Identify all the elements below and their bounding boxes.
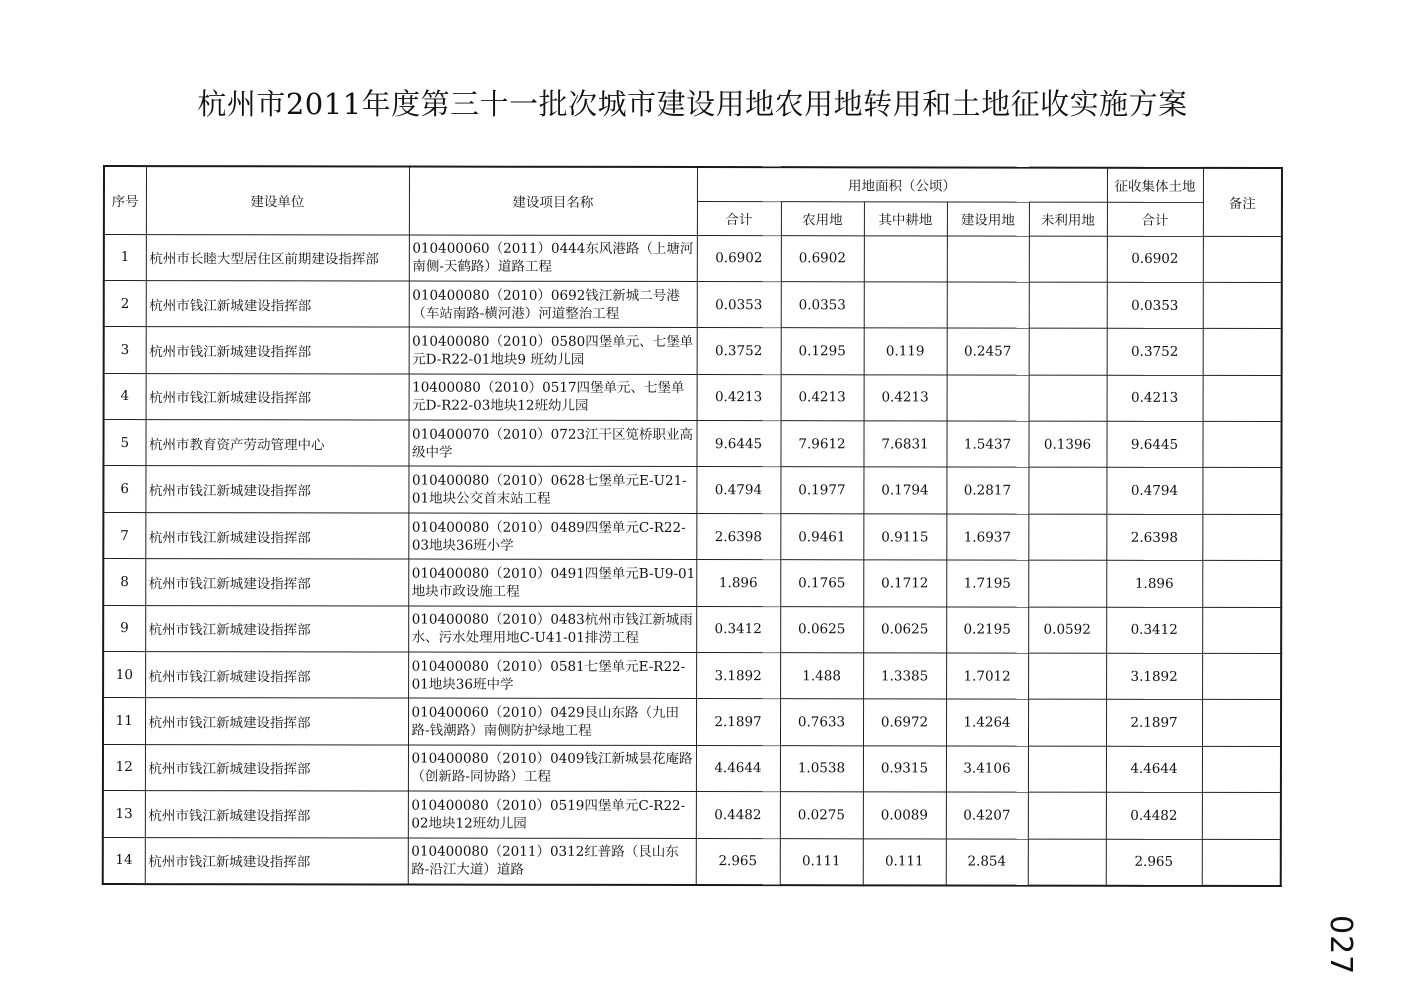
table-row — [103, 512, 1281, 560]
cell-collect: 4.4644 — [1106, 746, 1202, 793]
header-project: 建设项目名称 — [409, 167, 697, 236]
cell-project: 10400080（2010）0517四堡单元、七堡单元D-R22-03地块12班幼儿园 — [409, 374, 697, 421]
table-body — [103, 234, 1282, 886]
cell-total: 2.965 — [696, 838, 780, 885]
cell-project: 010400080（2010）0692钱江新城二号港（车站南路-横河港）河道整治工程 — [409, 281, 697, 328]
cell-project: 010400080（2010）0628七堡单元E-U21-01地块公交首末站工程 — [408, 466, 696, 513]
cell-seq: 12 — [103, 744, 145, 790]
cell-farmland: 0.1712 — [863, 560, 946, 607]
cell-collect: 0.6902 — [1107, 236, 1203, 283]
cell-seq: 14 — [103, 837, 145, 884]
cell-agri: 0.1765 — [780, 560, 863, 607]
header-area-group: 用地面积（公顷） — [697, 167, 1107, 202]
cell-unused — [1028, 653, 1106, 700]
cell-total: 4.4644 — [696, 745, 780, 792]
cell-unit: 杭州市钱江新城建设指挥部 — [146, 280, 409, 327]
cell-project: 010400080（2010）0581七堡单元E-R22-01地块36班中学 — [408, 652, 696, 699]
table-row — [103, 420, 1281, 468]
cell-total: 0.6902 — [697, 235, 781, 282]
cell-unused — [1028, 746, 1106, 793]
table-row — [103, 605, 1281, 653]
cell-construction: 0.2195 — [946, 607, 1028, 654]
cell-agri: 0.6902 — [781, 235, 864, 282]
cell-farmland: 7.6831 — [863, 421, 946, 468]
cell-project: 010400080（2010）0483杭州市钱江新城雨水、污水处理用地C-U41-01排涝工程 — [408, 606, 696, 653]
land-requisition-table — [102, 165, 1283, 887]
cell-remark — [1202, 514, 1281, 561]
table-row — [103, 466, 1281, 514]
cell-farmland: 0.0089 — [863, 792, 946, 839]
cell-seq: 7 — [103, 512, 145, 558]
header-seq: 序号 — [104, 166, 146, 234]
header-collect-group: 征收集体土地 — [1107, 168, 1203, 202]
cell-construction: 3.4106 — [946, 746, 1028, 793]
cell-construction — [947, 282, 1029, 329]
cell-farmland: 0.4213 — [864, 374, 947, 421]
cell-total: 2.1897 — [696, 699, 780, 746]
table-row — [104, 234, 1282, 282]
cell-construction — [947, 375, 1029, 422]
cell-farmland: 0.119 — [864, 328, 947, 375]
table-row — [104, 327, 1282, 375]
cell-remark — [1202, 468, 1281, 515]
cell-project: 010400080（2010）0491四堡单元B-U9-01地块市政设施工程 — [408, 559, 696, 606]
cell-unused — [1029, 236, 1107, 283]
cell-seq: 13 — [103, 791, 145, 837]
cell-construction: 0.2817 — [946, 467, 1028, 514]
cell-unused — [1028, 560, 1106, 607]
cell-remark — [1203, 282, 1282, 329]
header-farmland: 其中耕地 — [864, 201, 947, 235]
cell-unused: 0.1396 — [1028, 421, 1106, 468]
cell-collect: 1.896 — [1106, 560, 1202, 607]
cell-construction: 1.7012 — [946, 653, 1028, 700]
cell-remark — [1202, 793, 1281, 840]
cell-total: 3.1892 — [696, 653, 780, 700]
cell-unit: 杭州市钱江新城建设指挥部 — [145, 605, 408, 652]
page-number: 027 — [1323, 915, 1358, 976]
cell-farmland — [864, 282, 947, 329]
cell-unit: 杭州市钱江新城建设指挥部 — [145, 744, 408, 791]
cell-farmland: 0.0625 — [863, 606, 946, 653]
cell-unit: 杭州市钱江新城建设指挥部 — [145, 837, 408, 884]
cell-unit: 杭州市钱江新城建设指挥部 — [146, 327, 409, 374]
cell-seq: 9 — [103, 605, 145, 651]
cell-construction: 1.7195 — [946, 560, 1028, 607]
cell-seq: 5 — [103, 420, 145, 466]
cell-agri: 0.1977 — [780, 467, 863, 514]
cell-remark — [1202, 607, 1281, 654]
cell-agri: 0.9461 — [780, 514, 863, 561]
cell-unused — [1028, 700, 1106, 747]
cell-farmland: 0.9115 — [863, 514, 946, 561]
cell-agri: 0.111 — [780, 838, 863, 885]
header-collect-total: 合计 — [1107, 202, 1203, 236]
cell-agri: 0.1295 — [781, 328, 864, 375]
cell-agri: 0.0353 — [781, 282, 864, 329]
cell-construction: 0.4207 — [946, 792, 1028, 839]
cell-collect: 2.965 — [1106, 839, 1202, 886]
cell-remark — [1203, 375, 1282, 422]
cell-seq: 2 — [104, 280, 146, 326]
cell-unit: 杭州市钱江新城建设指挥部 — [145, 698, 408, 745]
cell-remark — [1203, 236, 1282, 283]
cell-farmland: 0.111 — [863, 838, 946, 885]
cell-agri: 1.0538 — [780, 745, 863, 792]
cell-seq: 1 — [104, 234, 146, 280]
table-row — [103, 791, 1281, 839]
cell-unit: 杭州市钱江新城建设指挥部 — [146, 373, 409, 420]
cell-farmland: 0.9315 — [863, 746, 946, 793]
header-unit: 建设单位 — [146, 166, 409, 234]
cell-project: 010400080（2010）0580四堡单元、七堡单元D-R22-01地块9 班幼儿园 — [409, 327, 697, 374]
cell-unused — [1029, 282, 1107, 329]
cell-agri: 0.0625 — [780, 606, 863, 653]
cell-seq: 6 — [103, 466, 145, 512]
cell-project: 010400070（2010）0723江干区笕桥职业高级中学 — [408, 420, 696, 467]
header-unused: 未利用地 — [1029, 202, 1107, 236]
cell-remark — [1203, 329, 1282, 376]
header-agri: 农用地 — [781, 201, 864, 235]
cell-unused — [1029, 375, 1107, 422]
cell-unit: 杭州市钱江新城建设指挥部 — [145, 791, 408, 838]
cell-remark — [1202, 746, 1281, 793]
cell-unit: 杭州市教育资产劳动管理中心 — [145, 420, 408, 467]
cell-seq: 11 — [103, 698, 145, 744]
cell-total: 0.3412 — [696, 606, 780, 653]
cell-seq: 4 — [104, 373, 146, 419]
table-row — [103, 698, 1281, 746]
cell-remark — [1202, 839, 1281, 886]
cell-total: 0.0353 — [697, 281, 781, 328]
cell-construction: 1.5437 — [946, 421, 1028, 468]
cell-construction: 2.854 — [946, 839, 1028, 886]
cell-unused — [1028, 839, 1106, 886]
cell-unused — [1029, 328, 1107, 375]
cell-agri: 7.9612 — [780, 421, 863, 468]
cell-collect: 9.6445 — [1106, 421, 1202, 468]
cell-collect: 0.0353 — [1107, 282, 1203, 329]
cell-seq: 8 — [103, 559, 145, 605]
cell-construction — [947, 235, 1029, 282]
cell-remark — [1202, 421, 1281, 468]
cell-remark — [1202, 653, 1281, 700]
cell-collect: 2.1897 — [1106, 700, 1202, 747]
cell-collect: 3.1892 — [1106, 653, 1202, 700]
cell-unused — [1028, 792, 1106, 839]
cell-unused — [1028, 468, 1106, 515]
cell-total: 0.4794 — [696, 467, 780, 514]
cell-remark — [1202, 561, 1281, 608]
cell-project: 010400080（2010）0409钱江新城昙花庵路（创新路-同协路）工程 — [408, 745, 696, 792]
cell-agri: 0.7633 — [780, 699, 863, 746]
cell-collect: 0.4794 — [1106, 468, 1202, 515]
cell-unit: 杭州市钱江新城建设指挥部 — [145, 466, 408, 513]
cell-seq: 10 — [103, 652, 145, 698]
cell-project: 010400080（2010）0489四堡单元C-R22-03地块36班小学 — [408, 513, 696, 560]
cell-unit: 杭州市长睦大型居住区前期建设指挥部 — [146, 234, 409, 281]
cell-seq: 3 — [104, 327, 146, 373]
cell-agri: 0.4213 — [781, 374, 864, 421]
table-row — [104, 280, 1282, 328]
cell-construction: 1.4264 — [946, 699, 1028, 746]
cell-collect: 2.6398 — [1106, 514, 1202, 561]
cell-total: 1.896 — [696, 560, 780, 607]
cell-remark — [1202, 700, 1281, 747]
cell-project: 010400080（2011）0312红普路（艮山东路-沿江大道）道路 — [408, 838, 696, 885]
table-row — [103, 744, 1281, 792]
cell-total: 9.6445 — [696, 421, 780, 468]
cell-total: 0.4482 — [696, 792, 780, 839]
header-remark: 备注 — [1203, 168, 1282, 236]
cell-project: 010400080（2010）0519四堡单元C-R22-02地块12班幼儿园 — [408, 791, 696, 838]
cell-agri: 1.488 — [780, 653, 863, 700]
cell-total: 0.4213 — [697, 374, 781, 421]
cell-farmland — [864, 235, 947, 282]
cell-unused — [1028, 514, 1106, 561]
cell-collect: 0.3412 — [1106, 607, 1202, 654]
cell-unit: 杭州市钱江新城建设指挥部 — [145, 652, 408, 699]
cell-collect: 0.4482 — [1106, 792, 1202, 839]
cell-agri: 0.0275 — [780, 792, 863, 839]
cell-project: 010400060（2011）0444东风港路（上塘河南侧-天鹤路）道路工程 — [409, 235, 697, 282]
cell-construction: 1.6937 — [946, 514, 1028, 561]
cell-farmland: 1.3385 — [863, 653, 946, 700]
cell-farmland: 0.1794 — [863, 467, 946, 514]
cell-unused: 0.0592 — [1028, 607, 1106, 654]
table-row — [103, 559, 1281, 607]
cell-total: 2.6398 — [696, 513, 780, 560]
cell-collect: 0.3752 — [1107, 329, 1203, 376]
table-row — [103, 652, 1281, 700]
cell-collect: 0.4213 — [1107, 375, 1203, 422]
cell-farmland: 0.6972 — [863, 699, 946, 746]
header-construction: 建设用地 — [947, 201, 1029, 235]
cell-construction: 0.2457 — [947, 328, 1029, 375]
table-row — [103, 837, 1281, 886]
table-row — [104, 373, 1282, 421]
cell-unit: 杭州市钱江新城建设指挥部 — [145, 512, 408, 559]
cell-project: 010400060（2010）0429艮山东路（九田路-钱潮路）南侧防护绿地工程 — [408, 698, 696, 745]
header-total: 合计 — [697, 201, 781, 235]
page-title: 杭州市2011年度第三十一批次城市建设用地农用地转用和土地征收实施方案 — [197, 87, 1188, 121]
cell-unit: 杭州市钱江新城建设指挥部 — [145, 559, 408, 606]
cell-total: 0.3752 — [697, 328, 781, 375]
